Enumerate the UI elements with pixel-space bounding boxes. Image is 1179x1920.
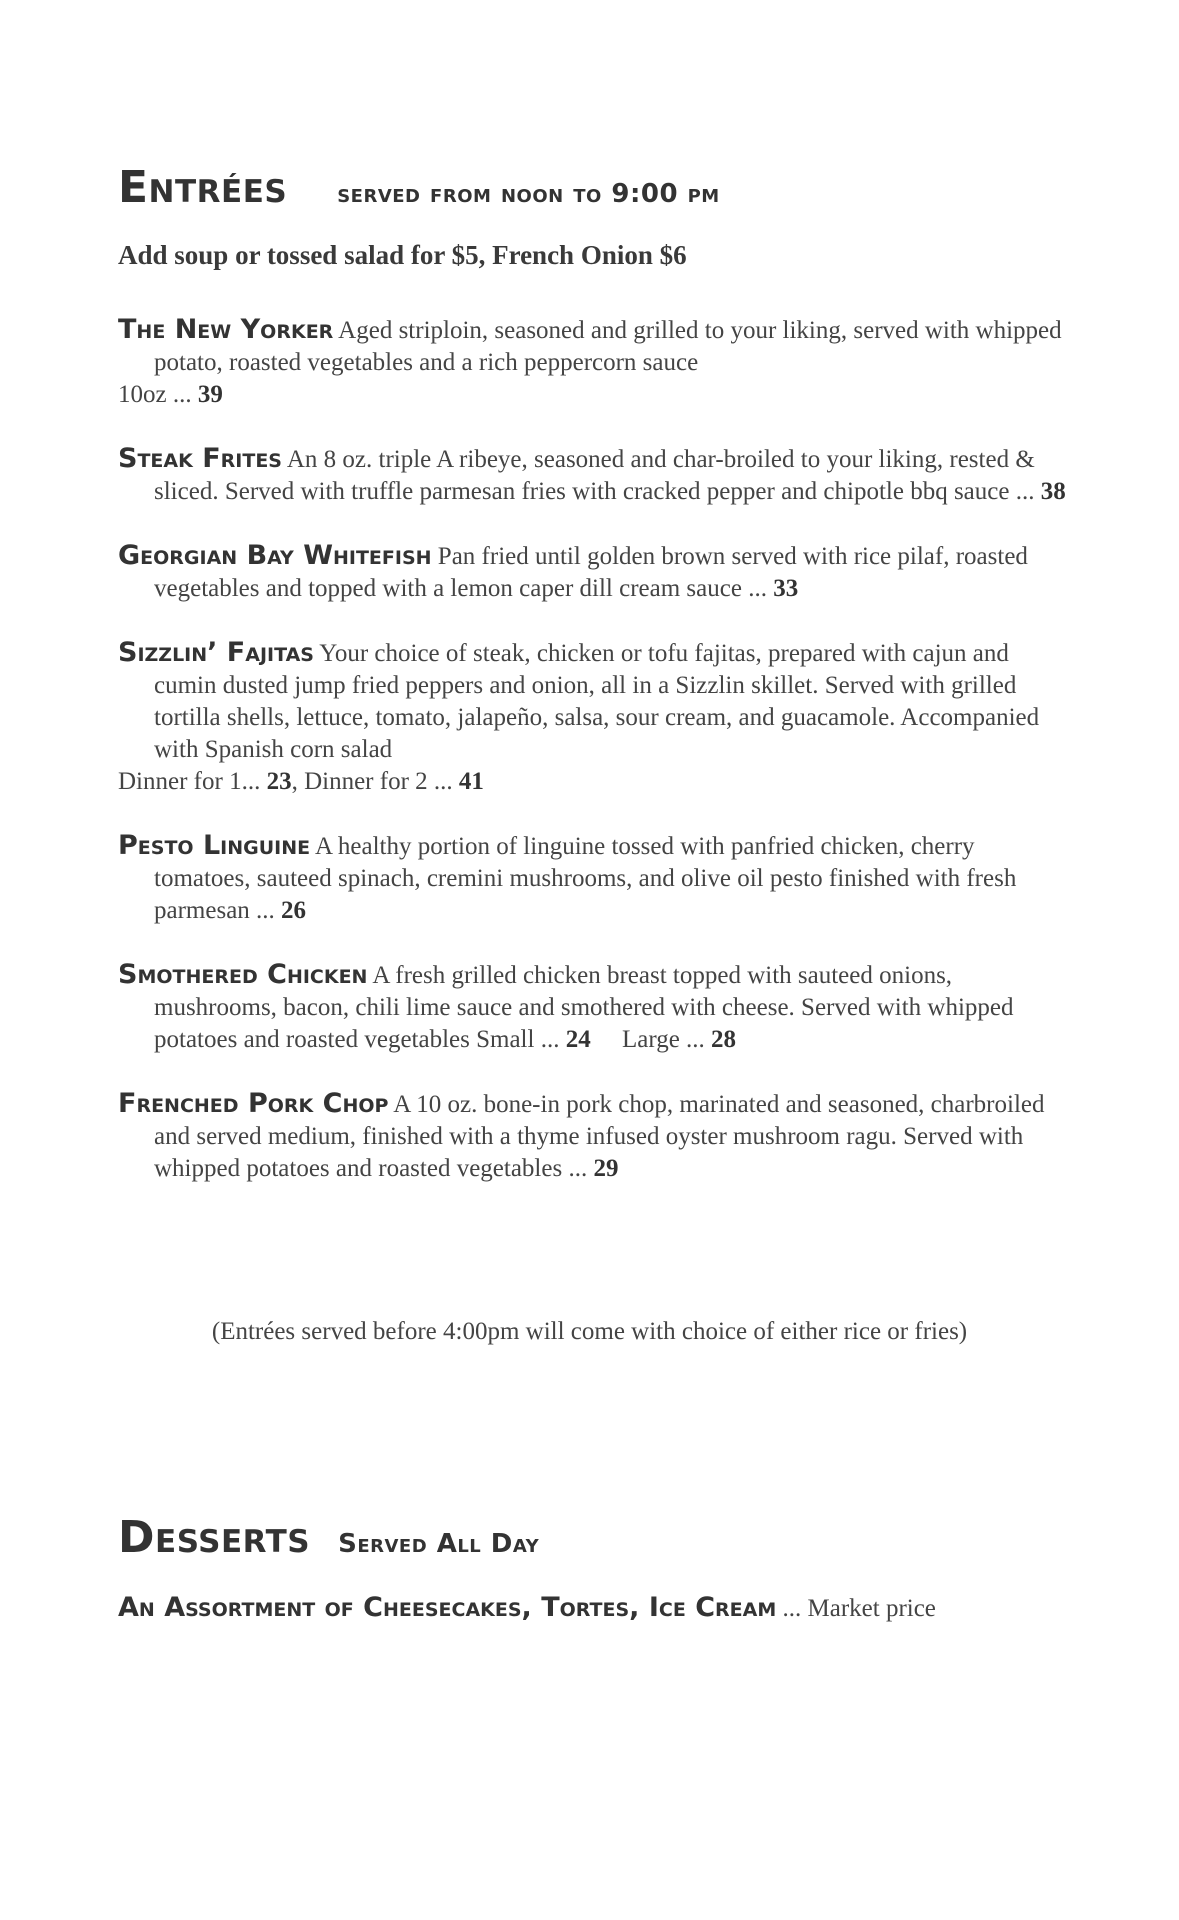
desserts-header bbox=[118, 1512, 539, 1563]
item-name: Smothered Chicken bbox=[118, 959, 368, 990]
item-name: Georgian Bay Whitefish bbox=[118, 540, 432, 571]
menu-item bbox=[118, 637, 1073, 798]
menu-item bbox=[118, 1088, 1073, 1185]
item-price-line bbox=[118, 766, 1073, 798]
entree-list bbox=[118, 314, 1073, 1217]
item-price: 29 bbox=[593, 1155, 619, 1182]
item-description: Aged striploin, seasoned and grilled to your liking, served with whipped potato, roasted vegetables and a rich peppercorn sauce bbox=[154, 317, 1062, 376]
dessert-description: ... Market price bbox=[776, 1595, 936, 1622]
item-name: The New Yorker bbox=[118, 314, 334, 345]
price-prefix: Dinner for 1... bbox=[118, 768, 267, 795]
entrees-subtitle: served from noon to 9:00 pm bbox=[337, 179, 720, 209]
menu-item bbox=[118, 959, 1073, 1056]
soup-salad-note: Add soup or tossed salad for $5, French Onion $6 bbox=[118, 240, 687, 270]
item-price-2: 41 bbox=[458, 768, 484, 795]
item-price: 38 bbox=[1040, 478, 1066, 505]
menu-item bbox=[118, 443, 1073, 508]
item-price-2: 28 bbox=[711, 1026, 737, 1053]
item-description: A 10 oz. bone-in pork chop, marinated and seasoned, charbroiled and served medium, finished with a thyme infused oyster mushroom ragu. Served with whipped potatoes and roasted vegetables ... bbox=[154, 1091, 1045, 1182]
item-name: Sizzlin’ Fajitas bbox=[118, 637, 314, 668]
entrees-title: Entrées bbox=[118, 162, 288, 213]
item-description: An 8 oz. triple A ribeye, seasoned and char-broiled to your liking, rested & sliced. Served with truffle parmesan fries with cracked pepper and chipotle bbq sauce ... bbox=[154, 446, 1041, 505]
dessert-item bbox=[118, 1592, 936, 1623]
item-name: Frenched Pork Chop bbox=[118, 1088, 389, 1119]
item-price: 23 bbox=[266, 768, 292, 795]
menu-item bbox=[118, 830, 1073, 927]
item-name: Steak Frites bbox=[118, 443, 282, 474]
item-price: 24 bbox=[565, 1026, 591, 1053]
item-description: Your choice of steak, chicken or tofu fajitas, prepared with cajun and cumin dusted jump fried peppers and onion, all in a Sizzlin skillet. Served with grilled tortilla shells, lettuce, tomato, jalapeño, salsa, sour cream, and guacamole. Accompanied with Spanish corn salad bbox=[154, 640, 1040, 763]
item-price: 26 bbox=[281, 897, 307, 924]
item-price: 39 bbox=[197, 381, 223, 408]
desserts-title: Desserts bbox=[118, 1512, 311, 1563]
menu-item bbox=[118, 540, 1073, 605]
item-name: Pesto Linguine bbox=[118, 830, 311, 861]
item-description: Pan fried until golden brown served with rice pilaf, roasted vegetables and topped with a lemon caper dill cream sauce ... bbox=[154, 543, 1028, 602]
price-separator: , Dinner for 2 ... bbox=[291, 768, 459, 795]
price-separator: Large ... bbox=[590, 1026, 712, 1053]
dessert-name: An Assortment of Cheesecakes, Tortes, Ice Cream bbox=[118, 1592, 777, 1623]
item-price: 33 bbox=[773, 575, 799, 602]
item-description: A healthy portion of linguine tossed with panfried chicken, cherry tomatoes, sauteed spinach, cremini mushrooms, and olive oil pesto finished with fresh parmesan ... bbox=[154, 833, 1017, 924]
item-price-line bbox=[118, 379, 1073, 411]
price-prefix: 10oz ... bbox=[118, 381, 198, 408]
entrees-header bbox=[118, 162, 720, 213]
entrees-footnote: (Entrées served before 4:00pm will come with choice of either rice or fries) bbox=[211, 1318, 968, 1345]
item-description: A fresh grilled chicken breast topped with sauteed onions, mushrooms, bacon, chili lime sauce and smothered with cheese. Served with whipped potatoes and roasted vegetables Small ... bbox=[154, 962, 1014, 1053]
menu-item bbox=[118, 314, 1073, 411]
desserts-subtitle: Served All Day bbox=[338, 1529, 540, 1559]
